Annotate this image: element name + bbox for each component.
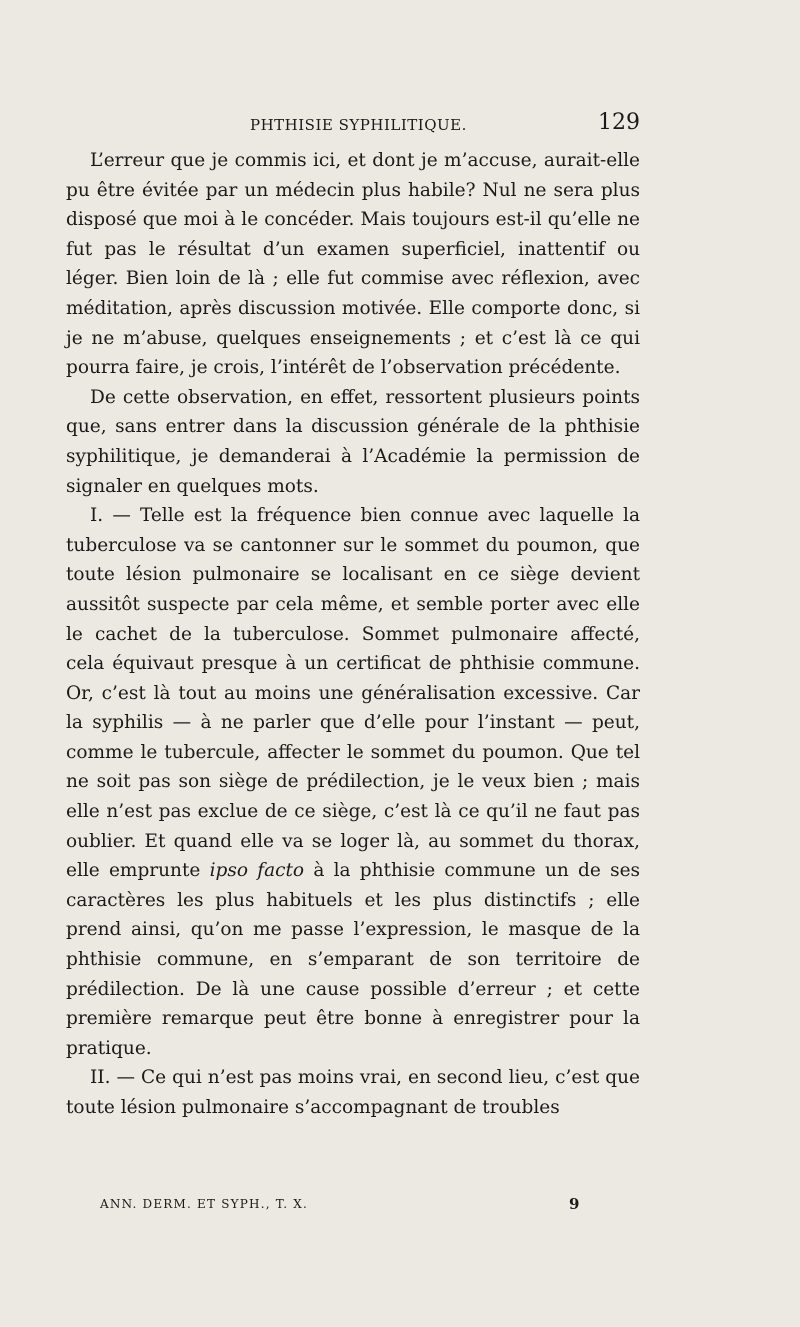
signature-mark: 9 <box>569 1195 580 1213</box>
running-title: PHTHISIE SYPHILITIQUE. <box>250 116 467 134</box>
page-footer <box>100 1195 600 1217</box>
paragraph-observation: De cette observation, en effet, ressortent plusieurs points que, sans entrer dans la discussion générale de la phthisie syphilitique, je demanderai à l’Académie la permission de signaler en quelques mots. <box>66 386 640 497</box>
paragraph-point-two: II. — Ce qui n’est pas moins vrai, en second lieu, c’est que toute lésion pulmonaire s’accompagnant de troubles <box>66 1067 640 1118</box>
italic-ipso-facto: ipso facto <box>209 860 305 882</box>
point-one-text: I. — Telle est la fréquence bien connue avec laquelle la tuberculose va se cantonner sur le sommet du poumon, que toute lésion pulmonaire se localisant en ce siège devient aussitôt suspecte par cela même, et semble porter avec elle le cachet de la tuberculose. Sommet pulmonaire affecté, cela équivaut presque à un certificat de phthisie commune. Or, c’est là tout au moins une généralisation excessive. Car la syphilis — à ne parler que d’elle pour l’instant — peut, comme le tubercule, affecter le sommet du poumon. Que tel ne soit pas son siège de prédilection, je le veux bien ; mais elle n’est pas exclue de ce siège, c’est là ce qu’il ne faut pas oublier. Et quand elle va se loger là, au sommet du thorax, elle emprunte <box>66 505 640 882</box>
point-one-continuation: à la phthisie commune un de ses caractères les plus habituels et les plus distinctifs ; elle prend ainsi, qu’on me passe l’expression, le masque de la phthisie commune, en s’emparant de son territoire de prédilection. De là une cause possible d’erreur ; et cette première remarque peut être bonne à enregistrer pour la pratique. <box>66 860 641 1059</box>
page-number: 129 <box>598 110 640 135</box>
journal-reference: ANN. DERM. ET SYPH., T. X. <box>100 1197 308 1211</box>
body-text <box>66 146 640 1123</box>
running-head <box>66 112 640 142</box>
paragraph-point-one <box>66 501 640 1063</box>
paragraph-erreur: L’erreur que je commis ici, et dont je m’accuse, aurait-elle pu être évitée par un médecin plus habile? Nul ne sera plus disposé que moi à le concéder. Mais toujours est-il qu’elle ne fut pas le résultat d’un examen superficiel, inattentif ou léger. Bien loin de là ; elle fut commise avec réflexion, avec méditation, après discussion motivée. Elle comporte donc, si je ne m’abuse, quelques enseignements ; et c’est là ce qui pourra faire, je crois, l’intérêt de l’observation précédente. <box>66 150 640 379</box>
